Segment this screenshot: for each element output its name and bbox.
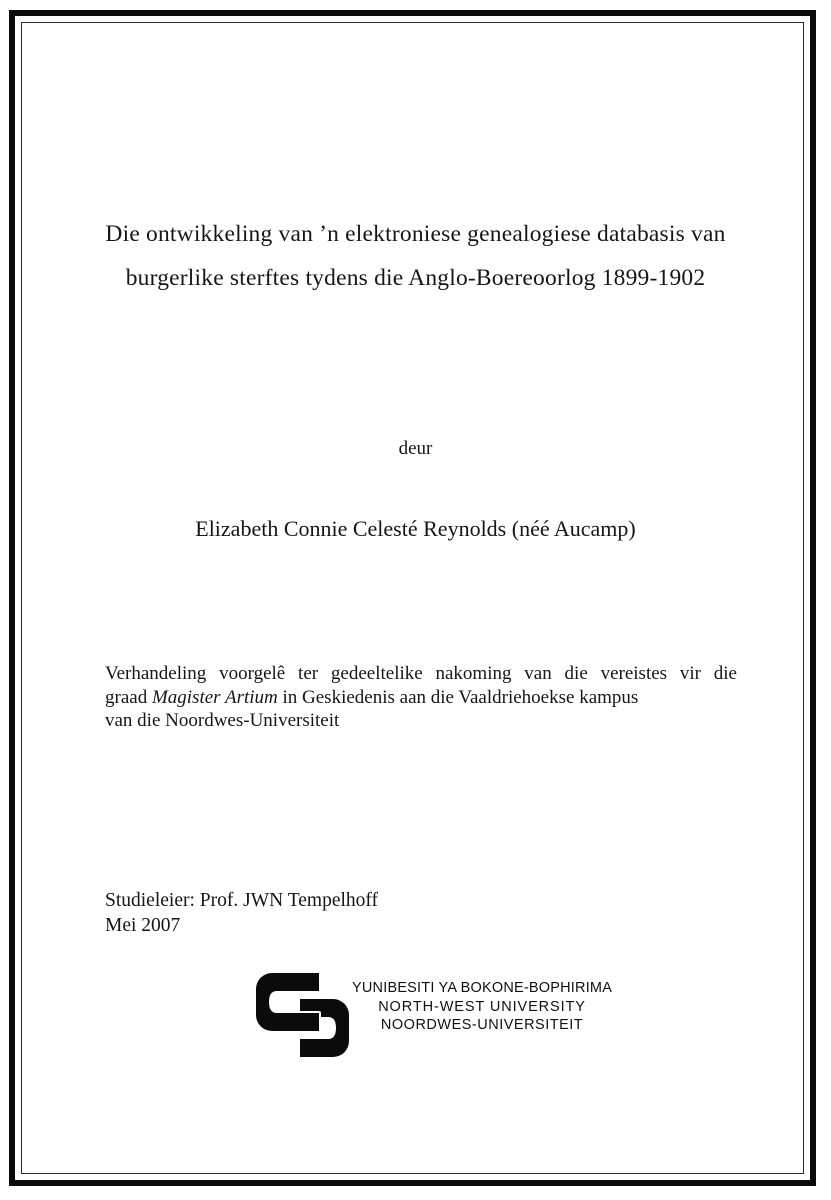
supervisor-line: Studieleier: Prof. JWN Tempelhoff <box>105 890 379 911</box>
degree-statement-line1: Verhandeling voorgelê ter gedeeltelike nakoming van die vereistes vir die <box>105 663 737 684</box>
degree-name-italic: Magister Artium <box>151 686 278 708</box>
logo-text-english: NORTH-WEST UNIVERSITY <box>378 998 586 1015</box>
thesis-title <box>50 212 781 300</box>
author-name: Elizabeth Connie Celesté Reynolds (néé Aucamp) <box>195 516 636 541</box>
university-logo <box>256 971 612 1059</box>
university-logo-text <box>352 971 612 1035</box>
degree-statement-line2 <box>105 686 737 710</box>
logo-text-setswana: YUNIBESITI YA BOKONE-BOPHIRIMA <box>352 980 613 996</box>
date-line: Mei 2007 <box>105 914 181 936</box>
degree-statement-line2-post: in Geskiedenis aan die Vaaldriehoekse kampus <box>277 686 639 708</box>
supervisor-block <box>105 889 378 938</box>
thesis-title-line2: burgerlike sterftes tydens die Anglo-Boereoorlog 1899-1902 <box>125 265 706 291</box>
degree-statement <box>105 662 737 733</box>
thesis-title-line1: Die ontwikkeling van ’n elektroniese genealogiese databasis van <box>105 221 726 247</box>
degree-statement-line2-pre: graad <box>105 686 152 708</box>
byline-deur: deur <box>398 438 433 459</box>
logo-text-afrikaans: NOORDWES-UNIVERSITEIT <box>380 1017 584 1033</box>
degree-statement-line3: van die Noordwes-Universiteit <box>105 710 340 732</box>
nwu-logo-icon <box>256 971 349 1059</box>
